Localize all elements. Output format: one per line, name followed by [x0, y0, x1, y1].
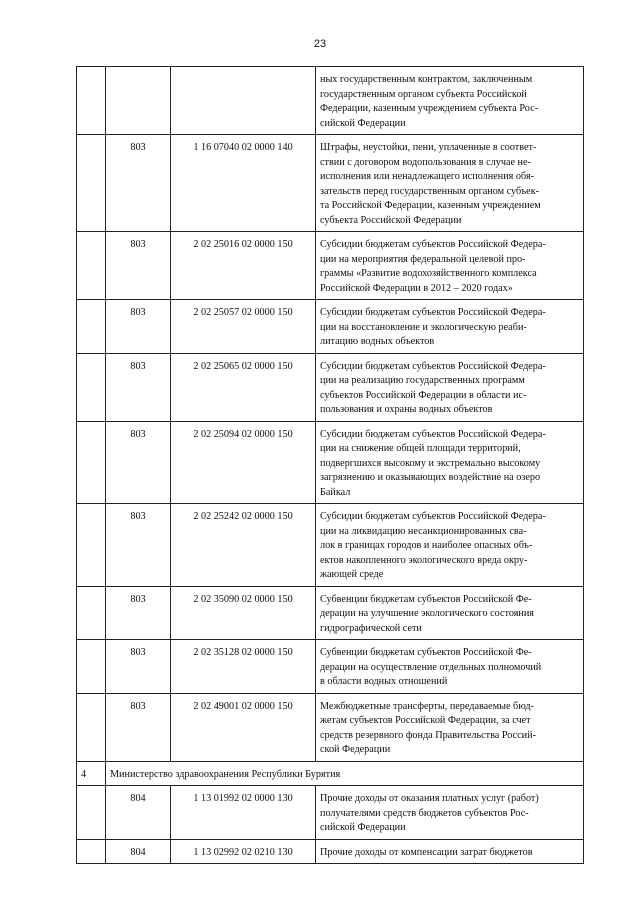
- revenue-code: 1 13 01992 02 0000 130: [171, 786, 316, 840]
- administrator-code: 804: [106, 786, 171, 840]
- description-line: Субсидии бюджетам субъектов Российской Федера-: [320, 511, 546, 522]
- revenue-description: [316, 232, 584, 300]
- revenue-description: [316, 67, 584, 135]
- row-number: [77, 421, 106, 504]
- row-number: [77, 839, 106, 864]
- description-line: гидрографической сети: [320, 622, 422, 634]
- description-line: ции на снижение общей площади территорий,: [320, 443, 521, 454]
- description-line: ции на мероприятия федеральной целевой про-: [320, 253, 526, 265]
- description-line: в области водных отношений: [320, 676, 448, 687]
- table-row: [77, 586, 584, 640]
- administrator-code: 803: [106, 693, 171, 761]
- description-line: литацию водных объектов: [320, 336, 435, 347]
- description-line: средств резервного фонда Правительства Россий-: [320, 729, 536, 741]
- administrator-code: 803: [106, 421, 171, 504]
- revenue-description: [316, 839, 584, 864]
- row-number: [77, 353, 106, 421]
- table-row: [77, 640, 584, 694]
- revenue-description: [316, 300, 584, 354]
- description-line: пользования и охраны водных объектов: [320, 404, 493, 415]
- row-number: [77, 786, 106, 840]
- description-line: дерации на улучшение экологического состояния: [320, 608, 534, 619]
- description-line: Байкал: [320, 486, 351, 498]
- description-line: жающей среде: [320, 569, 384, 580]
- revenue-code: 2 02 35090 02 0000 150: [171, 586, 316, 640]
- description-line: та Российской Федерации, казенным учреждением: [320, 200, 541, 211]
- description-line: лок в границах городов и наиболее опасных объ-: [320, 540, 533, 551]
- revenue-code: 2 02 49001 02 0000 150: [171, 693, 316, 761]
- description-line: получателями средств бюджетов субъектов Рос-: [320, 807, 529, 819]
- administrator-code: 803: [106, 504, 171, 587]
- description-line: ской Федерации: [320, 744, 391, 755]
- description-line: ции на восстановление и экологическую реаби-: [320, 321, 527, 333]
- table-row: [77, 504, 584, 587]
- revenue-description: [316, 586, 584, 640]
- administrator-code: 803: [106, 300, 171, 354]
- description-line: ных государственным контрактом, заключенным: [320, 74, 533, 85]
- revenue-description: [316, 640, 584, 694]
- description-line: зательств перед государственным органом субъек-: [320, 185, 540, 197]
- description-line: сийской Федерации: [320, 117, 406, 129]
- description-line: ствии с договором водопользования в случае не-: [320, 156, 531, 168]
- administrator-code: 803: [106, 135, 171, 232]
- description-line: Субвенции бюджетам субъектов Российской Фе-: [320, 647, 532, 658]
- row-number: [77, 300, 106, 354]
- description-line: субъекта Российской Федерации: [320, 214, 462, 226]
- table-row: [77, 135, 584, 232]
- description-line: Федерации, казенным учреждением субъекта Рос-: [320, 103, 539, 114]
- description-line: Межбюджетные трансферты, передаваемые бюд-: [320, 700, 534, 712]
- description-line: Субсидии бюджетам субъектов Российской Федера-: [320, 360, 546, 372]
- administrator-code: 803: [106, 586, 171, 640]
- revenue-description: [316, 421, 584, 504]
- table-row: [77, 353, 584, 421]
- row-number: [77, 586, 106, 640]
- description-line: Российской Федерации в 2012 – 2020 годах»: [320, 282, 513, 294]
- row-number: [77, 693, 106, 761]
- description-line: ции на ликвидацию несанкционированных сва-: [320, 525, 527, 537]
- description-line: Прочие доходы от оказания платных услуг (работ): [320, 793, 539, 804]
- revenue-code: 2 02 25057 02 0000 150: [171, 300, 316, 354]
- table-row: [77, 839, 584, 864]
- row-number: [77, 135, 106, 232]
- administrator-code: 803: [106, 640, 171, 694]
- administrator-code: [106, 67, 171, 135]
- description-line: исполнения или ненадлежащего исполнения обя-: [320, 171, 535, 182]
- administrator-code: 803: [106, 232, 171, 300]
- revenue-code: 2 02 25016 02 0000 150: [171, 232, 316, 300]
- description-line: Субвенции бюджетам субъектов Российской Фе-: [320, 593, 532, 605]
- revenue-code: 1 16 07040 02 0000 140: [171, 135, 316, 232]
- row-number: [77, 504, 106, 587]
- revenue-code: 2 02 25242 02 0000 150: [171, 504, 316, 587]
- description-line: Субсидии бюджетам субъектов Российской Федера-: [320, 239, 546, 250]
- description-line: граммы «Развитие водохозяйственного комплекса: [320, 268, 537, 279]
- row-number: [77, 67, 106, 135]
- description-line: Субсидии бюджетам субъектов Российской Федера-: [320, 428, 546, 440]
- revenue-description: [316, 693, 584, 761]
- revenue-description: [316, 135, 584, 232]
- table-row: [77, 67, 584, 135]
- administrator-code: 804: [106, 839, 171, 864]
- revenue-description: [316, 353, 584, 421]
- page-number: 23: [313, 38, 327, 50]
- description-line: ции на реализацию государственных программ: [320, 375, 525, 386]
- revenue-description: [316, 504, 584, 587]
- description-line: Прочие доходы от компенсации затрат бюджетов: [320, 846, 533, 858]
- table-row: [77, 232, 584, 300]
- revenue-code: [171, 67, 316, 135]
- row-number: [77, 640, 106, 694]
- table-row: [77, 300, 584, 354]
- description-line: Штрафы, неустойки, пени, уплаченные в соответ-: [320, 142, 537, 153]
- description-line: субъектов Российской Федерации в области ис-: [320, 389, 527, 401]
- table-row: [77, 786, 584, 840]
- row-number: 4: [77, 761, 106, 786]
- description-line: загрязнению и оказывающих воздействие на озеро: [320, 472, 541, 483]
- administrator-code: 803: [106, 353, 171, 421]
- row-number: [77, 232, 106, 300]
- revenue-code: 2 02 35128 02 0000 150: [171, 640, 316, 694]
- ministry-title: Министерство здравоохранения Республики Бурятия: [106, 761, 584, 786]
- revenue-description: [316, 786, 584, 840]
- table-row: [77, 421, 584, 504]
- revenue-code: 2 02 25094 02 0000 150: [171, 421, 316, 504]
- revenue-codes-table: [76, 66, 584, 864]
- description-line: сийской Федерации: [320, 822, 406, 833]
- description-line: жетам субъектов Российской Федерации, за счет: [320, 715, 531, 726]
- table-row: [77, 693, 584, 761]
- ministry-row: [77, 761, 584, 786]
- revenue-code: 1 13 02992 02 0210 130: [171, 839, 316, 864]
- description-line: Субсидии бюджетам субъектов Российской Федера-: [320, 307, 546, 318]
- description-line: подвергшихся высокому и экстремально высокому: [320, 457, 541, 469]
- description-line: дерации на осуществление отдельных полномочий: [320, 661, 542, 673]
- description-line: государственным органом субъекта Российской: [320, 88, 527, 100]
- revenue-code: 2 02 25065 02 0000 150: [171, 353, 316, 421]
- description-line: ектов накопленного экологического вреда окру-: [320, 554, 528, 566]
